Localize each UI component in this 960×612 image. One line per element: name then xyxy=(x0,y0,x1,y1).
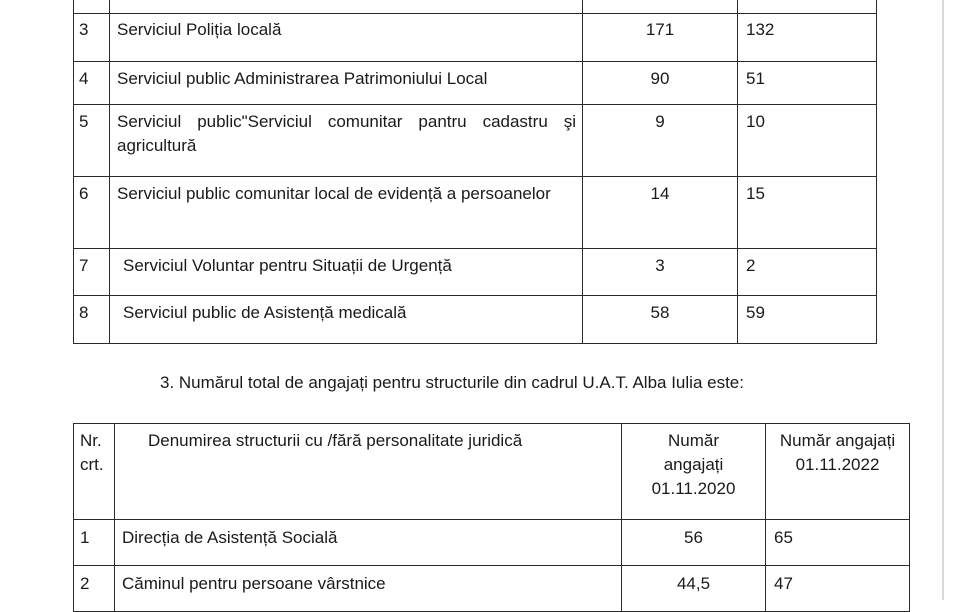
row-number: 7 xyxy=(74,249,110,296)
table-row xyxy=(74,14,877,62)
structure-name: Serviciul public comunitar local de evidență a persoanelor xyxy=(110,177,583,249)
table-row xyxy=(74,296,877,344)
row-number: 3 xyxy=(74,14,110,62)
row-number: 4 xyxy=(74,62,110,105)
count-2020 xyxy=(583,0,738,14)
employees-table xyxy=(73,423,910,612)
row-number: 8 xyxy=(74,296,110,344)
count-2022: 132 xyxy=(738,14,877,62)
structure-name xyxy=(110,0,583,14)
row-number: 1 xyxy=(74,520,115,566)
structure-name: Serviciul public"Serviciul comunitar pantru cadastru şi agricultură xyxy=(110,105,583,177)
header-count-2022: Număr angajați 01.11.2022 xyxy=(766,424,910,520)
count-2020: 90 xyxy=(583,62,738,105)
count-2020: 56 xyxy=(622,520,766,566)
count-2022: 2 xyxy=(738,249,877,296)
row-number: 5 xyxy=(74,105,110,177)
count-2020: 14 xyxy=(583,177,738,249)
count-2020: 58 xyxy=(583,296,738,344)
employees-table-continued xyxy=(73,0,877,344)
count-2022: 15 xyxy=(738,177,877,249)
count-2020: 44,5 xyxy=(622,566,766,612)
structure-name: Serviciul public de Asistență medicală xyxy=(110,296,583,344)
count-2022 xyxy=(738,0,877,14)
header-nr: Nr. crt. xyxy=(74,424,115,520)
row-number: 2 xyxy=(74,566,115,612)
structure-name: Serviciul Poliția locală xyxy=(110,14,583,62)
structure-name: Serviciul Voluntar pentru Situații de Urgență xyxy=(110,249,583,296)
table-row xyxy=(74,62,877,105)
count-2020: 9 xyxy=(583,105,738,177)
structure-name: Serviciul public Administrarea Patrimoniului Local xyxy=(110,62,583,105)
count-2022: 59 xyxy=(738,296,877,344)
table-header-row xyxy=(74,424,910,520)
table-row xyxy=(74,520,910,566)
count-2022: 47 xyxy=(766,566,910,612)
table-row xyxy=(74,177,877,249)
scan-edge xyxy=(942,0,952,600)
count-2022: 65 xyxy=(766,520,910,566)
section-heading: 3. Numărul total de angajați pentru structurile din cadrul U.A.T. Alba Iulia este: xyxy=(160,373,744,392)
row-number: 6 xyxy=(74,177,110,249)
table-row xyxy=(74,0,877,14)
count-2022: 51 xyxy=(738,62,877,105)
structure-name: Căminul pentru persoane vârstnice xyxy=(115,566,622,612)
count-2020: 3 xyxy=(583,249,738,296)
structure-name: Direcția de Asistență Socială xyxy=(115,520,622,566)
table-row xyxy=(74,566,910,612)
header-count-2020: Număr angajați 01.11.2020 xyxy=(622,424,766,520)
header-structure-name: Denumirea structurii cu /fără personalitate juridică xyxy=(115,424,622,520)
count-2020: 171 xyxy=(583,14,738,62)
table-row xyxy=(74,249,877,296)
table-row xyxy=(74,105,877,177)
row-number xyxy=(74,0,110,14)
count-2022: 10 xyxy=(738,105,877,177)
